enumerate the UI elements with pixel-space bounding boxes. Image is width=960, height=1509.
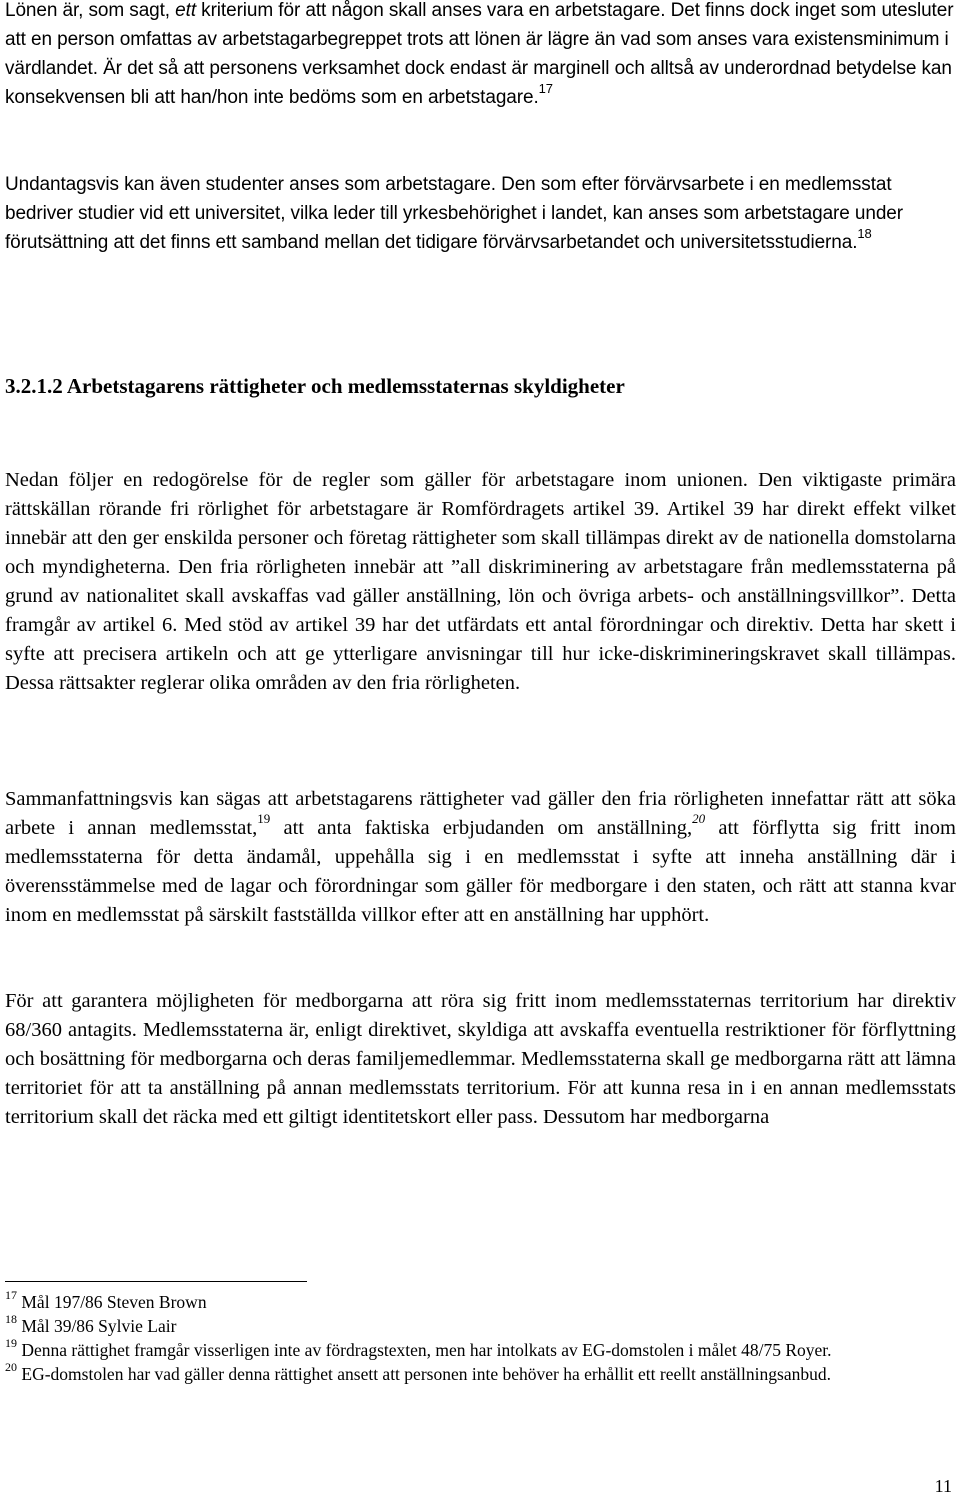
- footnote-17: [5, 1290, 956, 1314]
- section-heading: 3.2.1.2 Arbetstagarens rättigheter och medlemsstaternas skyldigheter: [5, 374, 625, 398]
- footnote-text: Mål 197/86 Steven Brown: [17, 1292, 207, 1312]
- paragraph-text: kriterium för att någon skall anses vara en arbetstagare. Det finns dock inget som utesluter att en person omfattas av arbetstagarbegreppet trots att lönen är lägre än vad som anses vara existensminimum i värdlandet. Är det så att personens verksamhet dock endast är marginell och alltså av underordnad betydelse kan konsekvensen bli att han/hon inte bedöms som en arbetstagare.: [5, 0, 954, 108]
- paragraph-text: att anta faktiska erbjudanden om anställning,: [270, 817, 693, 839]
- footnote-ref-19[interactable]: 19: [257, 811, 271, 827]
- paragraph-rights-summary: [5, 785, 956, 930]
- footnote-ref-20[interactable]: 20: [692, 811, 706, 827]
- paragraph-wage-criterion: [5, 0, 956, 112]
- footnote-divider: [5, 1281, 307, 1282]
- paragraph-text: Sammanfattningsvis kan sägas att arbetstagarens rättigheter vad gäller den fria rörligheten innefattar rätt att söka arbete i annan medlemsstat,: [5, 788, 956, 839]
- document-page: [5, 0, 956, 1509]
- footnote-number: 17: [5, 1288, 17, 1303]
- paragraph-text: att förflytta sig fritt inom medlemsstaterna för detta ändamål, uppehålla sig i en medlemsstat i syfte att inneha anställning där i överensstämmelse med de lagar och förordningar som gäller för medborgare i den staten, och rätt att stanna kvar inom en medlemsstat på särskilt fastställda villkor efter att en anställning har upphört.: [5, 817, 956, 926]
- paragraph-students: [5, 170, 956, 257]
- page-number: 11: [934, 1476, 952, 1496]
- footnote-text: EG-domstolen har vad gäller denna rättighet ansett att personen inte behöver ha erhållit ett reellt anställningsanbud.: [17, 1364, 831, 1384]
- footnote-ref-17[interactable]: 17: [538, 80, 553, 96]
- paragraph-directive: För att garantera möjligheten för medborgarna att röra sig fritt inom medlemsstaternas territorium har direktiv 68/360 antagits. Medlemsstaterna är, enligt direktivet, skyldiga att avskaffa eventuella restriktioner för förflyttning och bosättning för medborgarna och deras familjemedlemmar. Medlemsstaterna skall ge medborgarna rätt att lämna territoriet för att ta anställning på annan medlemsstats territorium. För att kunna resa in i en annan medlemsstats territorium skall det räcka med ett giltigt identitetskort eller pass. Dessutom har medborgarna: [5, 990, 956, 1128]
- footnote-number: 19: [5, 1336, 17, 1351]
- footnote-number: 18: [5, 1312, 17, 1327]
- paragraph-text: Undantagsvis kan även studenter anses som arbetstagare. Den som efter förvärvsarbete i en medlemsstat bedriver studier vid ett universitet, vilka leder till yrkesbehörighet i landet, kan anses som arbetstagare under förutsättning att det finns ett samband mellan det tidigare förvärvsarbetandet och universitetsstudierna.: [5, 174, 904, 253]
- footnote-20: [5, 1362, 956, 1386]
- footnote-19: [5, 1338, 956, 1362]
- footnote-18: [5, 1314, 956, 1338]
- paragraph-rights-overview: Nedan följer en redogörelse för de regler som gäller för arbetstagare inom unionen. Den viktigaste primära rättskällan rörande fri rörlighet för arbetstagare är Romfördragets artikel 39. Artikel 39 har direkt effekt vilket innebär att den ger enskilda personer och företag rättigheter som skall tillämpas direkt av de nationella domstolarna och myndigheterna. Den fria rörligheten innebär att ”all diskriminering av arbetstagare från medlemsstaterna på grund av nationalitet skall avskaffas vad gäller anställning, lön och övriga arbets- och anställningsvillkor”. Detta framgår av artikel 6. Med stöd av artikel 39 har det utfärdats ett antal förordningar och direktiv. Detta har skett i syfte att precisera artikeln och att ge ytterligare anvisningar till hur icke-diskrimineringskravet skall tillämpas. Dessa rättsakter reglerar olika områden av den fria rörligheten.: [5, 469, 956, 694]
- emphasis-text: ett: [175, 0, 196, 21]
- footnote-number: 20: [5, 1360, 17, 1375]
- footnote-ref-18[interactable]: 18: [857, 225, 872, 241]
- footnote-text: Denna rättighet framgår visserligen inte av fördragstexten, men har intolkats av EG-domstolen i målet 48/75 Royer.: [17, 1340, 832, 1360]
- footnote-text: Mål 39/86 Sylvie Lair: [17, 1316, 177, 1336]
- paragraph-text: Lönen är, som sagt,: [5, 0, 176, 21]
- footnotes: [5, 1290, 956, 1386]
